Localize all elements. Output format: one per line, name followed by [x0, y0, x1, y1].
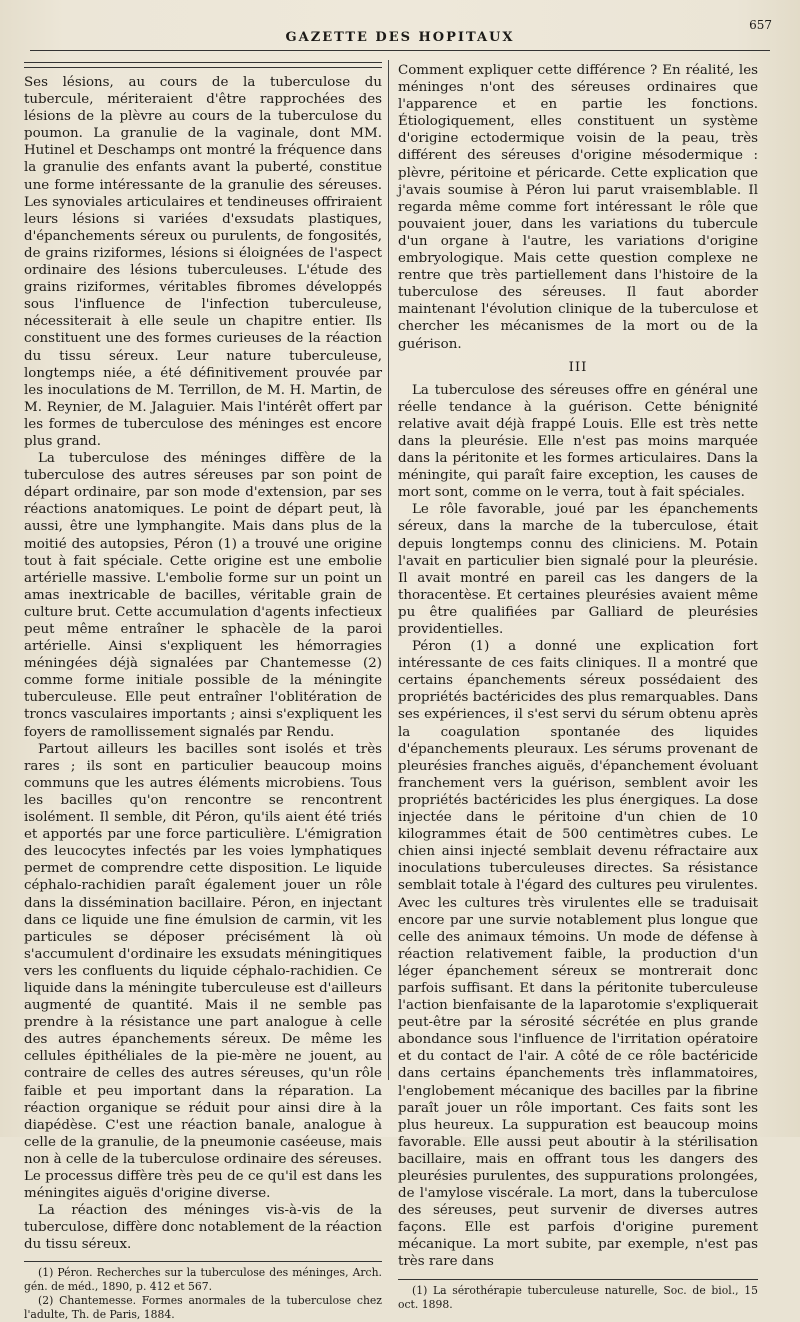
paragraph: La tuberculose des méninges diffère de la tuberculose des autres séreuses par son point de départ ordinaire, par son mode d'extension, par ses réactions anatomiques. Le point de départ peut, là aussi, être une lymphangite. Mais dans plus de la moitié des autopsies, Péron (1) a trouvé une origine tout à fait spéciale. Cette origine est une embolie artérielle massive. L'embolie forme sur un point un amas inextricable de bacilles, véritable grain de culture brut. Cette accumulation d'agents infectieux peut même entraîner le sphacèle de la paroi artérielle. Ainsi s'expliquent les hémorragies méningées déjà signalées par Chantemesse (2) comme forme initiale possible de la méningite tuberculeuse. Elle peut entraîner l'oblitération de troncs vasculaires importants ; ainsi s'expliquent les foyers de ramollissement signalés par Rendu.: [24, 451, 382, 740]
footnote: (2) Chantemesse. Formes anormales de la tuberculose chez l'adulte, Th. de Paris, 1884.: [24, 1294, 382, 1322]
left-column: [24, 62, 382, 1322]
footnote-rule: [398, 1279, 758, 1280]
column-top-rule: [24, 62, 382, 68]
paragraph: Ses lésions, au cours de la tuberculose du tubercule, mériteraient d'être rapprochées des lésions de la plèvre au cours de la tuberculose du poumon. La granulie de la vaginale, dont MM. Hutinel et Deschamps ont montré la fréquence dans la granulie des enfants avant la puberté, constitue une forme intéressante de la granulie des séreuses. Les synoviales articulaires et tendineuses offriraient leurs lésions si variées d'exsudats plastiques, d'épanchements séreux ou purulents, de fongosités, de grains riziformes, lésions si éloignées de l'aspect ordinaire des lésions tuberculeuses. L'étude des grains riziformes, véritables fibromes développés sous l'influence de l'infection tuberculeuse, nécessiterait à elle seule un chapitre entier. Ils constituent une des formes curieuses de la réaction du tissu séreux. Leur nature tuberculeuse, longtemps niée, a été définitivement prouvée par les inoculations de M. Terrillon, de M. H. Martin, de M. Reynier, de M. Jalaguier. Mais l'intérêt offert par les formes de tuberculose des méninges est encore plus grand.: [24, 75, 382, 449]
paragraph: Péron (1) a donné une explication fort intéressante de ces faits cliniques. Il a montré que certains épanchements séreux possédaient des propriétés bactéricides des plus remarquables. Dans ses expériences, il s'est servi du sérum obtenu après la coagulation spontanée des liquides d'épanchements pleuraux. Les sérums provenant de pleurésies franches aiguës, d'épanchement évoluant franchement vers la guérison, semblent avoir les propriétés bactéricides les plus énergiques. La dose injectée dans le péritoine d'un chien de 10 kilogrammes était de 500 centimètres cubes. Le chien ainsi injecté semblait devenu réfractaire aux inoculations tuberculeuses directes. Sa résistance semblait totale à l'égard des cultures peu virulentes. Avec les cultures très virulentes elle se traduisait encore par une survie notablement plus longue que celle des animaux témoins. Un mode de défense à réaction relativement faible, la production d'un léger épanchement séreux se montrerait donc parfois suffisant. Et dans la péritonite tuberculeuse l'action bienfaisante de la laparotomie s'expliquerait peut-être par la sérosité sécrétée en plus grande abondance sous l'influence de l'irritation opératoire et du contact de l'air. A côté de ce rôle bactéricide dans certains épanchements très inflammatoires, l'englobement mécanique des bacilles par la fibrine paraît jouer un rôle important. Ces faits sont les plus heureux. La suppuration est beaucoup moins favorable. Elle aussi peut aboutir à la stérilisation bacillaire, mais en offrant tous les dangers des pleurésies purulentes, des suppurations prolongées, de l'amylose viscérale. La mort, dans la tuberculose des séreuses, peut survenir de diverses autres façons. Elle est parfois d'origine purement mécanique. La mort subite, par exemple, n'est pas très rare dans: [398, 639, 758, 1270]
column-divider: [388, 60, 389, 1080]
journal-title: GAZETTE DES HOPITAUX: [285, 30, 515, 45]
footnote-rule: [24, 1261, 382, 1262]
paragraph: Partout ailleurs les bacilles sont isolés et très rares ; ils sont en particulier beaucoup moins communs que les autres éléments microbiens. Tous les bacilles qu'on rencontre se rencontrent isolément. Il semble, dit Péron, qu'ils aient été triés et apportés par une force particulière. L'émigration des leucocytes infectés par les voies lymphatiques permet de comprendre cette disposition. Le liquide céphalo-rachidien paraît également jouer un rôle dans la dissémination bacillaire. Péron, en injectant dans ce liquide une fine émulsion de carmin, vit les particules se déposer précisément là où s'accumulent d'ordinaire les exsudats méningitiques vers les confluents du liquide céphalo-rachidien. Ce liquide dans la méningite tuberculeuse est d'ailleurs augmenté de quantité. Mais il ne semble pas prendre à la résistance une part analogue à celle des autres épanchements séreux. De même les cellules épithéliales de la pie-mère ne jouent, au contraire de celles des autres séreuses, qu'un rôle faible et peu important dans la réparation. La réaction organique se réduit pour ainsi dire à la diapédèse. C'est une réaction banale, analogue à celle de la granulie, de la pneumonie caséeuse, mais non à celle de la tuberculose ordinaire des séreuses. Le processus diffère très peu de ce qu'il est dans les méningites aiguës d'origine diverse.: [24, 741, 382, 1202]
paragraph: Comment expliquer cette différence ? En réalité, les méninges n'ont des séreuses ordinaires que l'apparence et en partie les fonctions. Étiologiquement, elles constituent un système d'origine ectodermique voisin de la peau, très différent des séreuses d'origine mésodermique : plèvre, péritoine et péricarde. Cette explication que j'avais soumise à Péron lui parut vraisemblable. Il regarda même comme fort intéressant le rôle que pouvaient jouer, dans les variations du tubercule d'un organe à l'autre, les variations d'origine embryologique. Mais cette question complexe ne rentre que très partiellement dans l'histoire de la tuberculose des séreuses. Il faut aborder maintenant l'évolution clinique de la tuberculose et chercher les mécanismes de la mort ou de la guérison.: [398, 63, 758, 352]
header-rule: [30, 50, 770, 51]
paragraph: Le rôle favorable, joué par les épanchements séreux, dans la marche de la tuberculose, était depuis longtemps connu des cliniciens. M. Potain l'avait en particulier bien signalé pour la pleurésie. Il avait montré en pareil cas les dangers de la thoracentèse. Et certaines pleurésies avaient même pu être qualifiées par Galliard de pleurésies providentielles.: [398, 502, 758, 637]
page-number: 657: [749, 18, 772, 32]
footnote: (1) La sérothérapie tuberculeuse naturelle, Soc. de biol., 15 oct. 1898.: [398, 1283, 758, 1311]
paragraph: La réaction des méninges vis-à-vis de la tuberculose, diffère donc notablement de la réaction du tissu séreux.: [24, 1203, 382, 1253]
section-heading: III: [568, 359, 588, 375]
footnote: (1) Péron. Recherches sur la tuberculose des méninges, Arch. gén. de méd., 1890, p. 412 et 567.: [24, 1266, 382, 1294]
page-header: [0, 16, 800, 52]
right-column: [398, 62, 758, 1312]
paragraph: La tuberculose des séreuses offre en général une réelle tendance à la guérison. Cette bénignité relative avait déjà frappé Louis. Elle est très nette dans la pleurésie. Elle n'est pas moins marquée dans la péritonite et les formes articulaires. Dans la méningite, qui paraît faire exception, les causes de mort sont, comme on le verra, tout à fait spéciales.: [398, 382, 758, 501]
